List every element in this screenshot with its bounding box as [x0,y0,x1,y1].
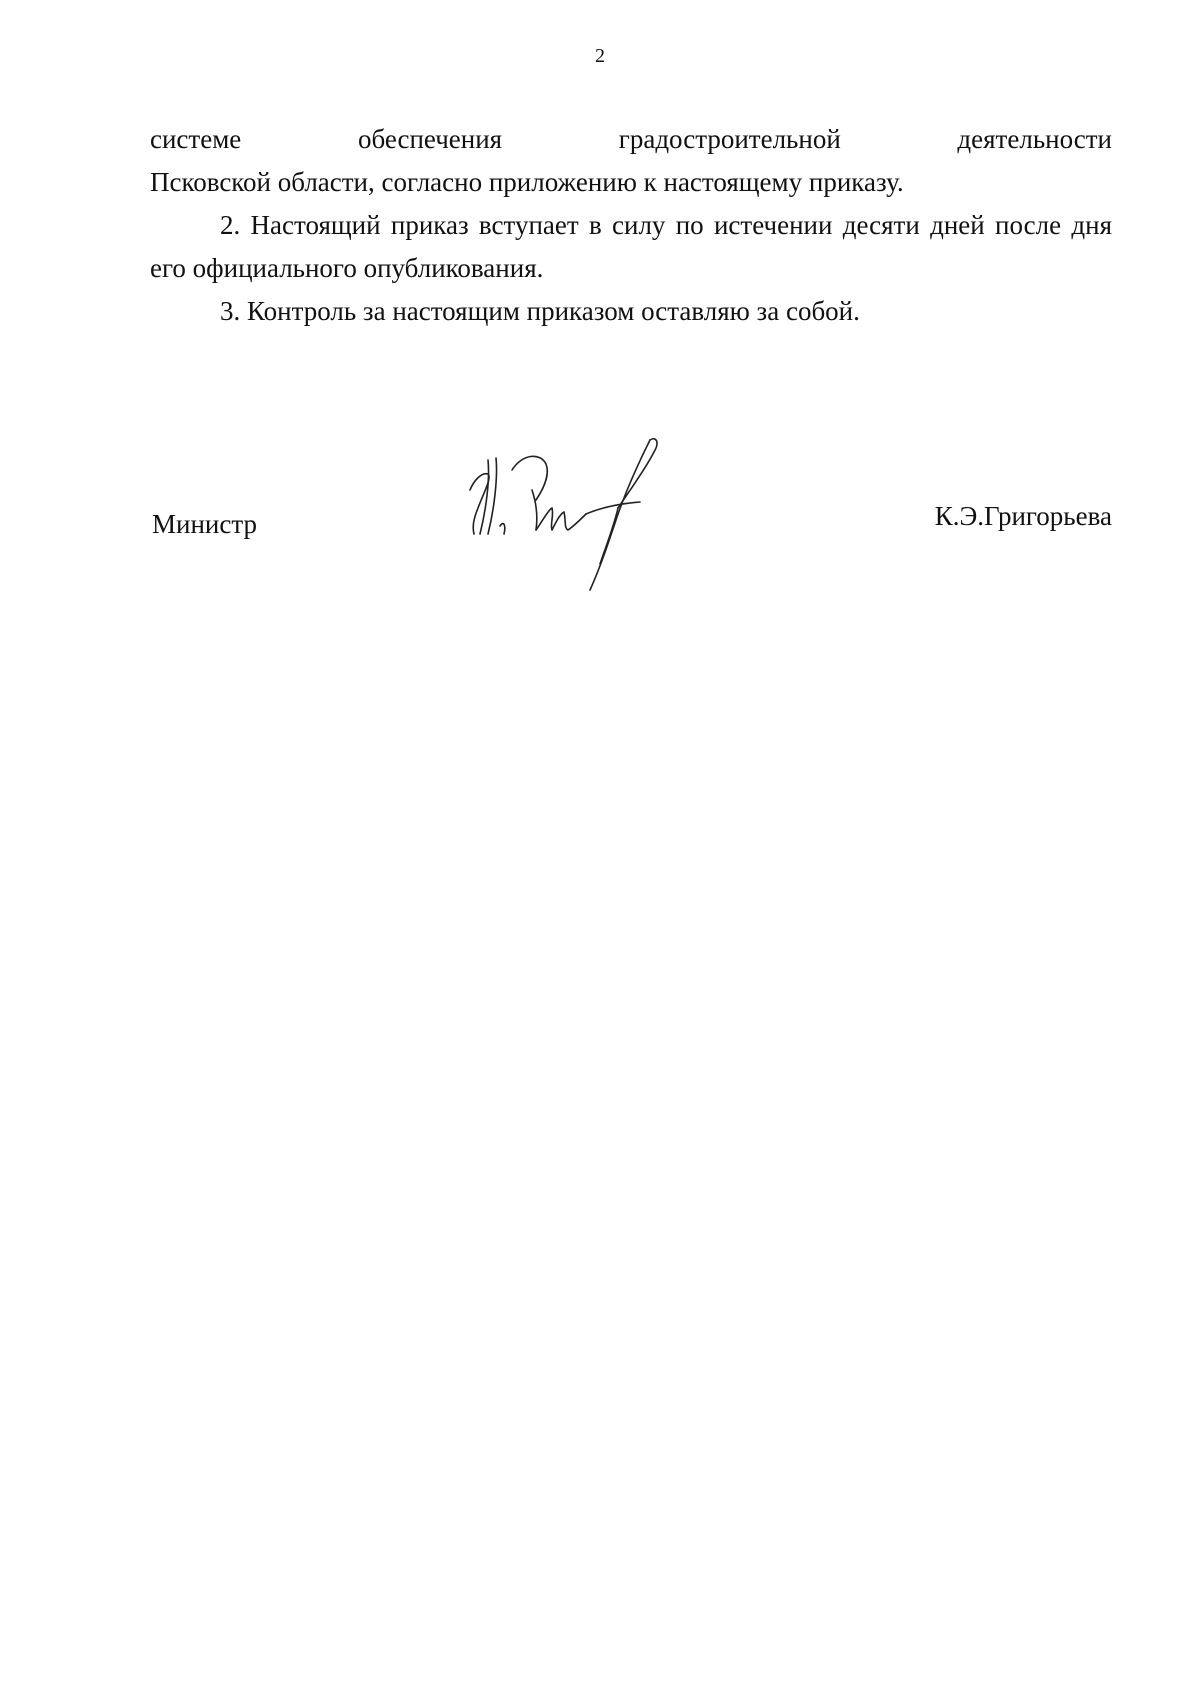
handwritten-signature [440,430,680,600]
paragraph-2: 2. Настоящий приказ вступает в силу по истечении десяти дней после дня его официального опубликования. [150,210,1112,283]
signer-position: Министр [152,509,257,539]
page-number: 2 [595,45,605,67]
word: обеспечения [357,124,503,154]
paragraph-3: 3. Контроль за настоящим приказом оставляю за собой. [220,296,860,326]
signer-name: К.Э.Григорьева [934,501,1112,531]
word: деятельности [957,124,1112,154]
paragraph-1-line-2: Псковской области, согласно приложению к настоящему приказу. [150,167,904,197]
word: градостроительной [618,124,841,154]
paragraph-1-line-1 [150,118,1112,161]
word: системе [150,124,242,154]
document-body [150,118,1112,333]
signature-block [150,430,1112,600]
